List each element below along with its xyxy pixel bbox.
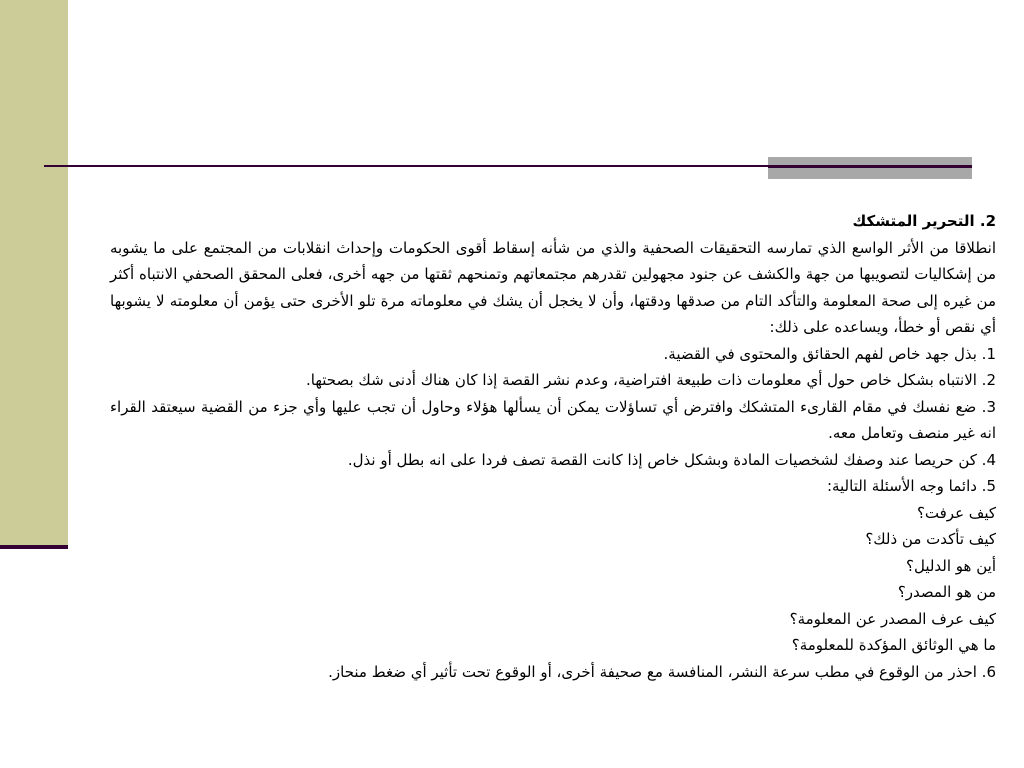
question-item: كيف عرف المصدر عن المعلومة؟ [789, 609, 996, 628]
slide-content [110, 208, 996, 685]
intro-paragraph: انطلاقا من الأثر الواسع الذي تمارسه التحقيقات الصحفية والذي من شأنه إسقاط أقوى الحكومات وإحداث انقلابات من المجتمع على ما يشوبه من إشكاليات لتصويبها من جهة والكشف عن جنود مجهولين تقدرهم مجتمعاتهم وتمنحهم ثقتها من جهه أخرى، فعلى المحقق الصحفي الانتباه أكثر من غيره إلى صحة المعلومة والتأكد التام من صدقها ودقتها، وأن لا يخجل أن يشك في معلوماته مرة تلو الأخرى حتى يؤمن أن معلومته لا يشوبها أي نقص أو خطأ، ويساعده على ذلك: [110, 238, 996, 336]
point-item: 4. كن حريصا عند وصفك لشخصيات المادة وبشكل خاص إذا كانت القصة تصف فردا على انه بطل أو نذل. [347, 450, 996, 469]
header-accent-block [768, 157, 972, 179]
final-point-item: 6. احذر من الوقوع في مطب سرعة النشر، المنافسة مع صحيفة أخرى، أو الوقوع تحت تأثير أي ضغط منحاز. [328, 662, 996, 681]
point-item: 1. بذل جهد خاص لفهم الحقائق والمحتوى في القضية. [663, 344, 996, 363]
point-item: 3. ضع نفسك في مقام القارىء المتشكك وافترض أي تساؤلات يمكن أن يسألها هؤلاء وحاول أن تجب عليها وأي جزء من القضية سيعتقد القراء انه غير منصف وتعامل معه. [110, 397, 996, 442]
question-item: كيف عرفت؟ [916, 503, 996, 522]
question-item: ما هي الوثائق المؤكدة للمعلومة؟ [791, 636, 996, 654]
side-decoration-bar [0, 0, 68, 545]
point-item: 2. الانتباه بشكل خاص حول أي معلومات ذات طبيعة افتراضية، وعدم نشر القصة إذا كان هناك أدنى شك بصحتها. [306, 371, 996, 389]
question-item: أين هو الدليل؟ [906, 556, 996, 575]
section-heading: 2. التحرير المتشكك [852, 212, 996, 230]
question-item: كيف تأكدت من ذلك؟ [865, 530, 996, 548]
point-item: 5. دائما وجه الأسئلة التالية: [826, 477, 996, 495]
question-item: من هو المصدر؟ [897, 583, 996, 601]
header-accent-rule [768, 165, 972, 168]
side-decoration-rule [0, 545, 68, 549]
